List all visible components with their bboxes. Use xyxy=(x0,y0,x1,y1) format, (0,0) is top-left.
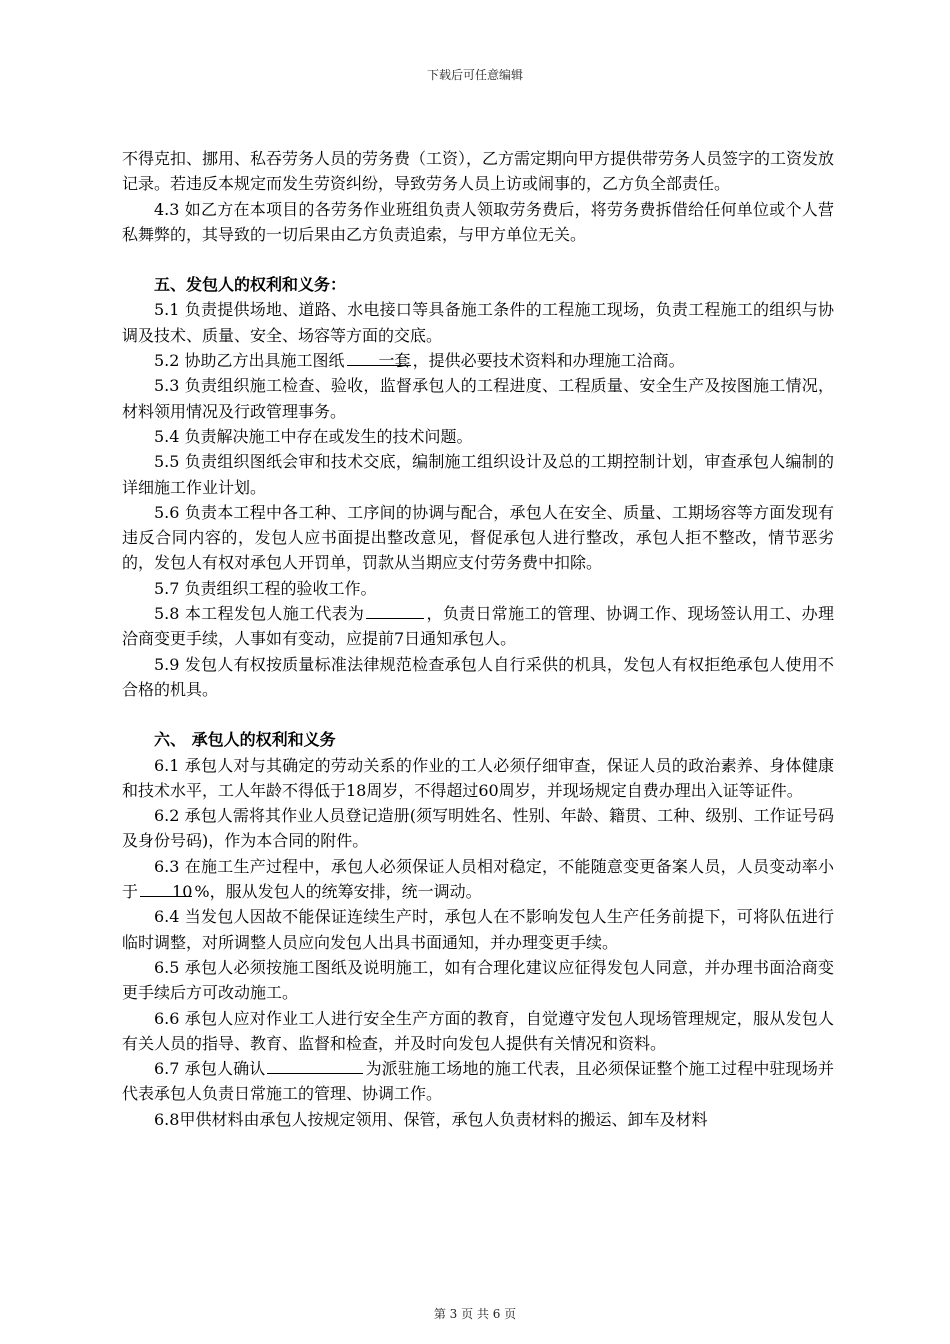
clause-text: 5.2 协助乙方出具施工图纸 xyxy=(154,351,345,371)
clause-text: ，提供必要技术资料和办理施工洽商。 xyxy=(412,351,685,371)
clause-text: 5.8 本工程发包人施工代表为 xyxy=(154,604,365,624)
clause-paragraph: 不得克扣、挪用、私吞劳务人员的劳务费（工资），乙方需定期向甲方提供带劳务人员签字的工资发放记录。若违反本规定而发生劳资纠纷，导致劳务人员上访或闹事的，乙方负全部责任。 xyxy=(122,149,835,194)
document-body xyxy=(122,146,834,1132)
clause-paragraph: 5.4 负责解决施工中存在或发生的技术问题。 xyxy=(154,426,473,446)
fill-in-blank: 10 xyxy=(140,879,192,897)
fill-in-blank xyxy=(267,1056,363,1074)
fill-in-blank xyxy=(366,601,424,619)
page-footer: 第 3 页 共 6 页 xyxy=(433,1307,517,1321)
section-heading: 五、发包人的权利和义务： xyxy=(154,275,347,295)
clause-paragraph: 6.6 承包人应对作业工人进行安全生产方面的教育，自觉遵守发包人现场管理规定，服从发包人有关人员的指导、教育、监督和检查，并及时向发包人提供有关情况和资料。 xyxy=(122,1008,834,1053)
clause-paragraph: 6.2 承包人需将其作业人员登记造册(须写明姓名、性别、年龄、籍贯、工种、级别、工作证号码及身份号码)，作为本合同的附件。 xyxy=(122,806,834,851)
paragraph-spacer xyxy=(122,247,834,272)
clause-paragraph: 4.3 如乙方在本项目的各劳务作业班组负责人领取劳务费后，将劳务费拆借给任何单位或个人营私舞弊的，其导致的一切后果由乙方负责追索，与甲方单位无关。 xyxy=(122,199,834,244)
clause-text: 6.7 承包人确认 xyxy=(154,1059,266,1079)
clause-paragraph xyxy=(122,854,834,905)
fill-in-blank: 一套 xyxy=(347,348,411,366)
clause-paragraph: 5.6 负责本工程中各工种、工序间的协调与配合，承包人在安全、质量、工期场容等方面发现有违反合同内容的，发包人应书面提出整改意见，督促承包人进行整改，承包人拒不整改，情节恶劣的，发包人有权对承包人开罚单，罚款从当期应支付劳务费中扣除。 xyxy=(122,502,834,573)
clause-paragraph: 5.9 发包人有权按质量标准法律规范检查承包人自行采供的机具，发包人有权拒绝承包人使用不合格的机具。 xyxy=(122,654,834,699)
clause-paragraph: 6.1 承包人对与其确定的劳动关系的作业的工人必须仔细审查，保证人员的政治素养、身体健康和技术水平，工人年龄不得低于18周岁，不得超过60周岁，并现场规定自费办理出入证等证件。 xyxy=(122,755,834,800)
clause-text: ，负责日常施工的管理、协调工作、现场签认用工、办理洽商变更手续，人事如有变动，应提前7日通知承包人。 xyxy=(122,604,834,649)
clause-text: 为派驻施工场地的施工代表，且必须保证整个施工过程中驻现场并代表承包人负责日常施工的管理、协调工作。 xyxy=(122,1059,834,1104)
clause-text: %，服从发包人的统筹安排，统一调动。 xyxy=(194,882,482,902)
clause-paragraph xyxy=(122,348,834,373)
clause-paragraph: 5.5 负责组织图纸会审和技术交底，编制施工组织设计及总的工期控制计划，审查承包人编制的详细施工作业计划。 xyxy=(122,452,834,497)
clause-text: 6.3 在施工生产过程中，承包人必须保证人员相对稳定，不能随意变更备案人员，人员变动率小于 xyxy=(122,856,834,902)
clause-paragraph: 6.5 承包人必须按施工图纸及说明施工，如有合理化建议应征得发包人同意，并办理书面洽商变更手续后方可改动施工。 xyxy=(122,957,834,1003)
page-header: 下载后可任意编辑 xyxy=(426,68,523,82)
clause-paragraph: 6.8甲供材料由承包人按规定领用、保管，承包人负责材料的搬运、卸车及材料 xyxy=(154,1109,708,1129)
clause-paragraph: 5.7 负责组织工程的验收工作。 xyxy=(154,578,377,598)
clause-paragraph: 6.4 当发包人因故不能保证连续生产时，承包人在不影响发包人生产任务前提下，可将队伍进行临时调整，对所调整人员应向发包人出具书面通知，并办理变更手续。 xyxy=(122,907,834,952)
paragraph-spacer xyxy=(122,702,834,727)
clause-paragraph xyxy=(122,601,834,652)
section-heading: 六、 承包人的权利和义务 xyxy=(154,730,336,750)
clause-paragraph: 5.3 负责组织施工检查、验收，监督承包人的工程进度、工程质量、安全生产及按图施工情况，材料领用情况及行政管理事务。 xyxy=(122,376,834,421)
clause-paragraph: 5.1 负责提供场地、道路、水电接口等具备施工条件的工程施工现场，负责工程施工的组织与协调及技术、质量、安全、场容等方面的交底。 xyxy=(122,300,834,345)
clause-paragraph xyxy=(122,1056,834,1107)
